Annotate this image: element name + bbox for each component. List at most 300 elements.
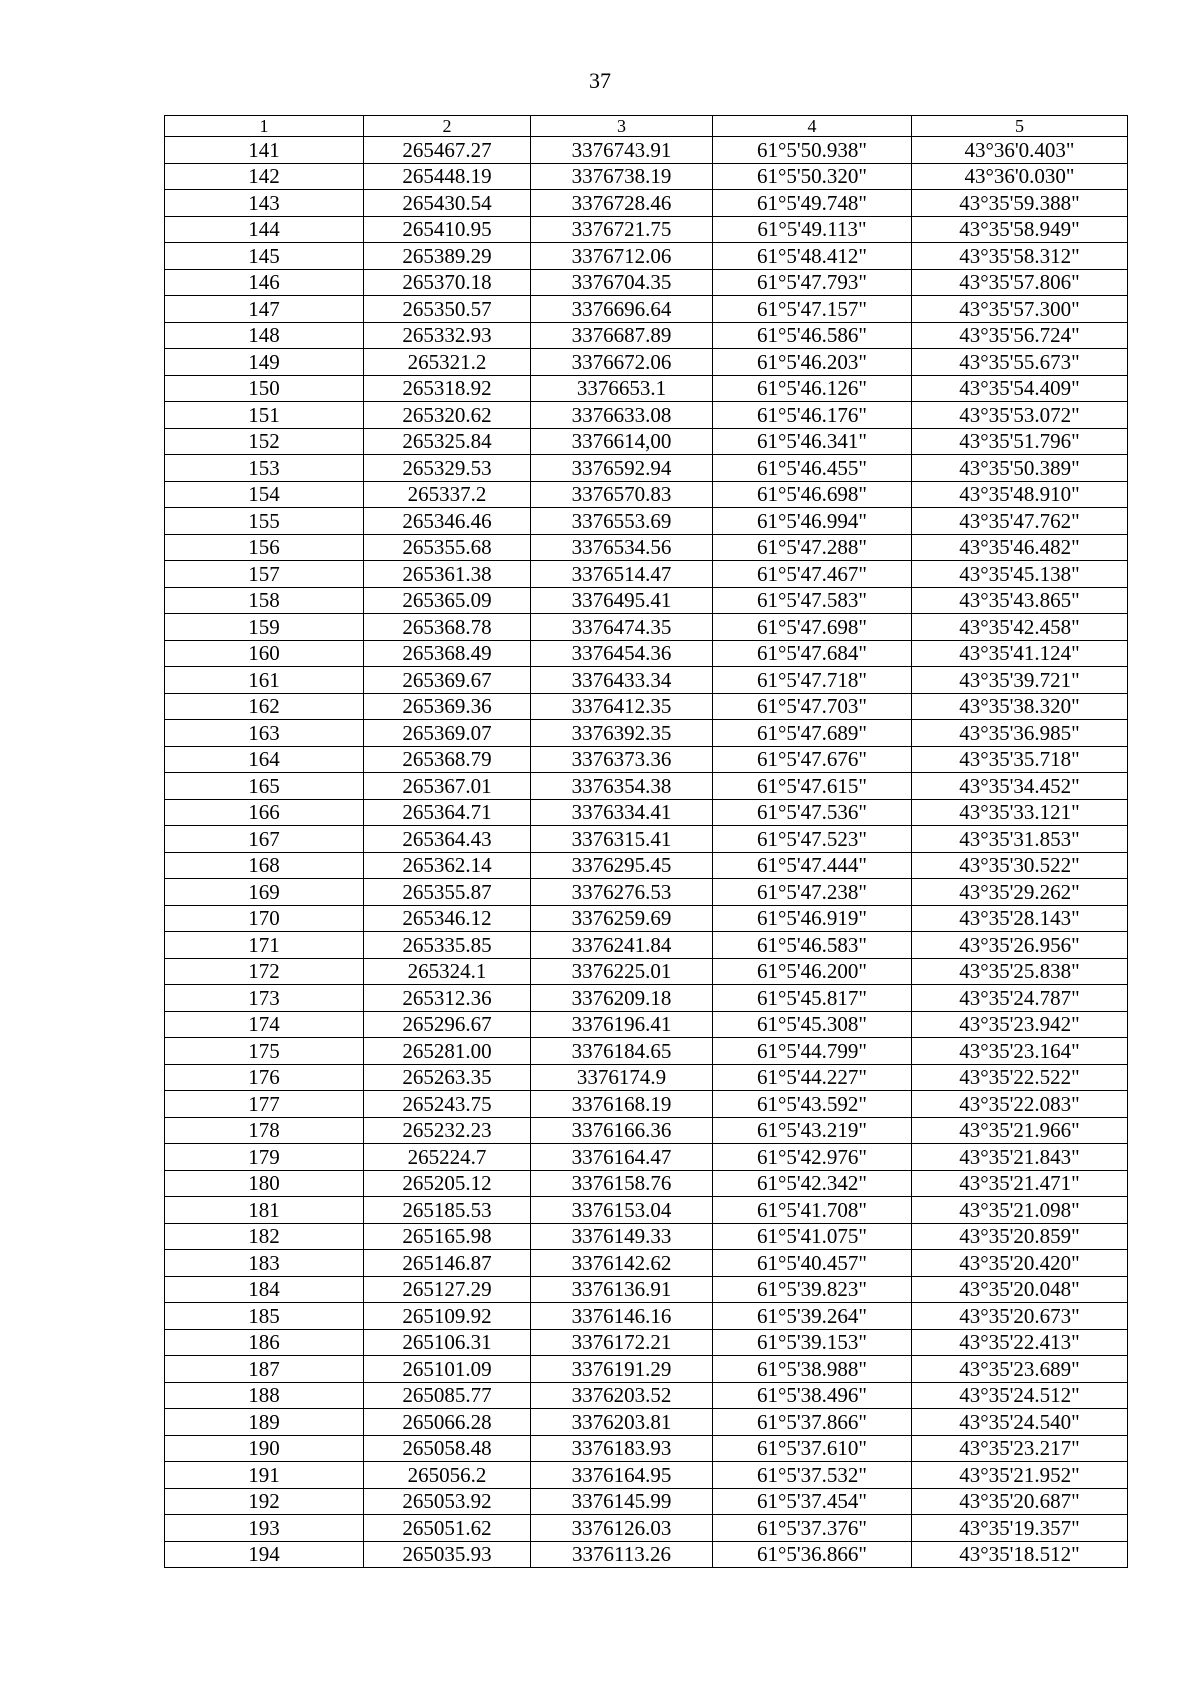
table-cell: 61°5'46.994": [713, 508, 912, 535]
table-cell: 61°5'43.219": [713, 1117, 912, 1144]
table-cell: 43°35'58.949": [912, 216, 1128, 243]
table-cell: 172: [165, 958, 364, 985]
table-row: [165, 1011, 1128, 1038]
table-cell: 189: [165, 1409, 364, 1436]
table-row: [165, 269, 1128, 296]
table-cell: 43°35'19.357": [912, 1515, 1128, 1542]
table-cell: 43°35'22.083": [912, 1091, 1128, 1118]
table-cell: 265369.36: [364, 693, 531, 720]
table-cell: 265224.7: [364, 1144, 531, 1171]
table-cell: 43°35'28.143": [912, 905, 1128, 932]
table-cell: 43°35'34.452": [912, 773, 1128, 800]
table-row: [165, 693, 1128, 720]
table-cell: 61°5'37.610": [713, 1435, 912, 1462]
table-row: [165, 720, 1128, 747]
table-row: [165, 1356, 1128, 1383]
table-cell: 3376142.62: [531, 1250, 713, 1277]
table-cell: 3376172.21: [531, 1329, 713, 1356]
table-cell: 61°5'50.320": [713, 163, 912, 190]
table-cell: 265364.71: [364, 799, 531, 826]
table-row: [165, 1250, 1128, 1277]
table-row: [165, 1382, 1128, 1409]
table-row: [165, 746, 1128, 773]
table-cell: 43°35'22.413": [912, 1329, 1128, 1356]
table-cell: 143: [165, 190, 364, 217]
table-row: [165, 614, 1128, 641]
table-cell: 43°35'59.388": [912, 190, 1128, 217]
table-cell: 163: [165, 720, 364, 747]
table-cell: 3376315.41: [531, 826, 713, 853]
table-cell: 265369.67: [364, 667, 531, 694]
table-cell: 61°5'47.444": [713, 852, 912, 879]
table-cell: 265056.2: [364, 1462, 531, 1489]
table-cell: 61°5'43.592": [713, 1091, 912, 1118]
table-cell: 3376191.29: [531, 1356, 713, 1383]
table-cell: 3376149.33: [531, 1223, 713, 1250]
table-row: [165, 1117, 1128, 1144]
table-cell: 168: [165, 852, 364, 879]
table-cell: 3376433.34: [531, 667, 713, 694]
table-cell: 3376209.18: [531, 985, 713, 1012]
table-cell: 161: [165, 667, 364, 694]
table-cell: 61°5'46.583": [713, 932, 912, 959]
table-row: [165, 1091, 1128, 1118]
table-cell: 265243.75: [364, 1091, 531, 1118]
table-cell: 183: [165, 1250, 364, 1277]
table-row: [165, 137, 1128, 164]
table-row: [165, 932, 1128, 959]
table-cell: 43°35'25.838": [912, 958, 1128, 985]
table-cell: 43°36'0.030": [912, 163, 1128, 190]
table-cell: 3376373.36: [531, 746, 713, 773]
table-cell: 146: [165, 269, 364, 296]
table-cell: 265058.48: [364, 1435, 531, 1462]
table-cell: 61°5'46.200": [713, 958, 912, 985]
table-cell: 180: [165, 1170, 364, 1197]
table-cell: 3376454.36: [531, 640, 713, 667]
table-row: [165, 879, 1128, 906]
table-cell: 43°35'21.471": [912, 1170, 1128, 1197]
table-cell: 43°35'39.721": [912, 667, 1128, 694]
table-cell: 170: [165, 905, 364, 932]
table-cell: 43°35'42.458": [912, 614, 1128, 641]
table-cell: 3376164.47: [531, 1144, 713, 1171]
table-cell: 43°35'50.389": [912, 455, 1128, 482]
table-cell: 265281.00: [364, 1038, 531, 1065]
table-cell: 3376276.53: [531, 879, 713, 906]
table-row: [165, 667, 1128, 694]
table-cell: 61°5'47.523": [713, 826, 912, 853]
table-cell: 61°5'47.793": [713, 269, 912, 296]
table-cell: 159: [165, 614, 364, 641]
table-cell: 265109.92: [364, 1303, 531, 1330]
table-cell: 61°5'46.126": [713, 375, 912, 402]
table-cell: 43°35'18.512": [912, 1541, 1128, 1568]
table-cell: 265051.62: [364, 1515, 531, 1542]
table-cell: 148: [165, 322, 364, 349]
table-cell: 43°35'56.724": [912, 322, 1128, 349]
table-cell: 192: [165, 1488, 364, 1515]
table-cell: 265430.54: [364, 190, 531, 217]
table-cell: 3376514.47: [531, 561, 713, 588]
table-row: [165, 402, 1128, 429]
table-cell: 265205.12: [364, 1170, 531, 1197]
table-cell: 147: [165, 296, 364, 323]
table-cell: 61°5'41.708": [713, 1197, 912, 1224]
table-row: [165, 1488, 1128, 1515]
table-header-row: [165, 116, 1128, 137]
table-cell: 3376174.9: [531, 1064, 713, 1091]
table-row: [165, 799, 1128, 826]
table-cell: 43°35'47.762": [912, 508, 1128, 535]
table-cell: 265368.49: [364, 640, 531, 667]
table-cell: 43°35'43.865": [912, 587, 1128, 614]
table-row: [165, 773, 1128, 800]
table-cell: 265364.43: [364, 826, 531, 853]
table-cell: 61°5'45.817": [713, 985, 912, 1012]
table-cell: 265066.28: [364, 1409, 531, 1436]
table-cell: 265324.1: [364, 958, 531, 985]
table-cell: 61°5'44.227": [713, 1064, 912, 1091]
table-cell: 43°35'31.853": [912, 826, 1128, 853]
table-row: [165, 349, 1128, 376]
table-cell: 265185.53: [364, 1197, 531, 1224]
table-cell: 61°5'42.976": [713, 1144, 912, 1171]
column-header: 4: [713, 116, 912, 137]
table-cell: 176: [165, 1064, 364, 1091]
table-cell: 61°5'47.684": [713, 640, 912, 667]
table-cell: 175: [165, 1038, 364, 1065]
table-cell: 265361.38: [364, 561, 531, 588]
table-cell: 43°35'41.124": [912, 640, 1128, 667]
table-row: [165, 1170, 1128, 1197]
table-cell: 182: [165, 1223, 364, 1250]
table-cell: 43°35'23.217": [912, 1435, 1128, 1462]
column-header: 2: [364, 116, 531, 137]
table-cell: 265337.2: [364, 481, 531, 508]
table-cell: 3376354.38: [531, 773, 713, 800]
table-cell: 171: [165, 932, 364, 959]
table-cell: 3376158.76: [531, 1170, 713, 1197]
table-cell: 61°5'39.264": [713, 1303, 912, 1330]
table-cell: 167: [165, 826, 364, 853]
table-cell: 43°35'38.320": [912, 693, 1128, 720]
table-cell: 158: [165, 587, 364, 614]
table-row: [165, 163, 1128, 190]
table-cell: 61°5'47.676": [713, 746, 912, 773]
table-cell: 265368.78: [364, 614, 531, 641]
table-row: [165, 322, 1128, 349]
table-row: [165, 1303, 1128, 1330]
table-cell: 156: [165, 534, 364, 561]
table-cell: 43°35'21.843": [912, 1144, 1128, 1171]
table-cell: 185: [165, 1303, 364, 1330]
table-cell: 61°5'47.536": [713, 799, 912, 826]
table-cell: 191: [165, 1462, 364, 1489]
table-cell: 3376259.69: [531, 905, 713, 932]
table-body: [165, 137, 1128, 1568]
table-cell: 265053.92: [364, 1488, 531, 1515]
table-cell: 141: [165, 137, 364, 164]
table-cell: 150: [165, 375, 364, 402]
table-cell: 43°35'46.482": [912, 534, 1128, 561]
table-cell: 61°5'47.467": [713, 561, 912, 588]
table-cell: 165: [165, 773, 364, 800]
table-cell: 3376126.03: [531, 1515, 713, 1542]
table-cell: 265368.79: [364, 746, 531, 773]
coordinates-table: [164, 115, 1128, 1568]
table-cell: 61°5'47.615": [713, 773, 912, 800]
table-cell: 265365.09: [364, 587, 531, 614]
table-cell: 265035.93: [364, 1541, 531, 1568]
table-cell: 3376184.65: [531, 1038, 713, 1065]
table-cell: 265448.19: [364, 163, 531, 190]
table-cell: 265146.87: [364, 1250, 531, 1277]
table-row: [165, 1541, 1128, 1568]
table-cell: 190: [165, 1435, 364, 1462]
table-cell: 43°35'21.952": [912, 1462, 1128, 1489]
table-row: [165, 455, 1128, 482]
table-cell: 3376592.94: [531, 455, 713, 482]
table-cell: 3376241.84: [531, 932, 713, 959]
table-cell: 160: [165, 640, 364, 667]
table-cell: 3376203.52: [531, 1382, 713, 1409]
table-cell: 3376672.06: [531, 349, 713, 376]
table-cell: 3376534.56: [531, 534, 713, 561]
table-row: [165, 1435, 1128, 1462]
table-cell: 188: [165, 1382, 364, 1409]
table-cell: 265369.07: [364, 720, 531, 747]
table-cell: 3376712.06: [531, 243, 713, 270]
table-cell: 153: [165, 455, 364, 482]
table-cell: 265165.98: [364, 1223, 531, 1250]
table-cell: 265389.29: [364, 243, 531, 270]
table-row: [165, 1144, 1128, 1171]
table-cell: 61°5'47.238": [713, 879, 912, 906]
table-cell: 265085.77: [364, 1382, 531, 1409]
table-cell: 166: [165, 799, 364, 826]
table-cell: 43°35'57.300": [912, 296, 1128, 323]
table-cell: 265346.46: [364, 508, 531, 535]
table-row: [165, 1329, 1128, 1356]
table-cell: 61°5'39.823": [713, 1276, 912, 1303]
table-cell: 43°35'21.098": [912, 1197, 1128, 1224]
table-cell: 265367.01: [364, 773, 531, 800]
table-cell: 43°35'23.689": [912, 1356, 1128, 1383]
table-cell: 181: [165, 1197, 364, 1224]
table-cell: 169: [165, 879, 364, 906]
table-cell: 3376687.89: [531, 322, 713, 349]
table-cell: 265332.93: [364, 322, 531, 349]
table-row: [165, 985, 1128, 1012]
table-cell: 61°5'37.866": [713, 1409, 912, 1436]
table-row: [165, 481, 1128, 508]
table-cell: 43°35'57.806": [912, 269, 1128, 296]
table-cell: 265335.85: [364, 932, 531, 959]
table-cell: 61°5'36.866": [713, 1541, 912, 1568]
table-cell: 3376721.75: [531, 216, 713, 243]
table-cell: 43°35'23.942": [912, 1011, 1128, 1038]
table-cell: 265350.57: [364, 296, 531, 323]
table-row: [165, 1462, 1128, 1489]
table-row: [165, 561, 1128, 588]
table-cell: 61°5'38.988": [713, 1356, 912, 1383]
table-cell: 3376153.04: [531, 1197, 713, 1224]
table-cell: 43°35'33.121": [912, 799, 1128, 826]
table-cell: 61°5'37.376": [713, 1515, 912, 1542]
table-cell: 265370.18: [364, 269, 531, 296]
table-cell: 179: [165, 1144, 364, 1171]
table-cell: 265318.92: [364, 375, 531, 402]
table-cell: 43°35'24.512": [912, 1382, 1128, 1409]
table-cell: 43°35'20.420": [912, 1250, 1128, 1277]
table-cell: 3376225.01: [531, 958, 713, 985]
table-cell: 43°35'54.409": [912, 375, 1128, 402]
table-cell: 3376743.91: [531, 137, 713, 164]
table-cell: 265362.14: [364, 852, 531, 879]
table-cell: 3376164.95: [531, 1462, 713, 1489]
table-cell: 3376145.99: [531, 1488, 713, 1515]
table-cell: 149: [165, 349, 364, 376]
table-cell: 61°5'46.919": [713, 905, 912, 932]
table-cell: 43°35'20.687": [912, 1488, 1128, 1515]
table-cell: 265325.84: [364, 428, 531, 455]
table-cell: 43°35'36.985": [912, 720, 1128, 747]
column-header: 3: [531, 116, 713, 137]
table-row: [165, 1223, 1128, 1250]
table-cell: 43°35'20.859": [912, 1223, 1128, 1250]
table-row: [165, 1197, 1128, 1224]
table-row: [165, 428, 1128, 455]
table-cell: 61°5'46.203": [713, 349, 912, 376]
table-cell: 145: [165, 243, 364, 270]
table-row: [165, 852, 1128, 879]
table-cell: 61°5'44.799": [713, 1038, 912, 1065]
table-cell: 178: [165, 1117, 364, 1144]
table-cell: 193: [165, 1515, 364, 1542]
table-cell: 265263.35: [364, 1064, 531, 1091]
table-row: [165, 587, 1128, 614]
table-cell: 43°35'24.787": [912, 985, 1128, 1012]
table-cell: 151: [165, 402, 364, 429]
table-cell: 3376183.93: [531, 1435, 713, 1462]
table-cell: 3376412.35: [531, 693, 713, 720]
table-cell: 61°5'42.342": [713, 1170, 912, 1197]
table-cell: 265355.87: [364, 879, 531, 906]
table-cell: 3376113.26: [531, 1541, 713, 1568]
column-header: 5: [912, 116, 1128, 137]
table-row: [165, 1038, 1128, 1065]
table-cell: 3376474.35: [531, 614, 713, 641]
table-cell: 3376728.46: [531, 190, 713, 217]
table-cell: 265106.31: [364, 1329, 531, 1356]
table-cell: 3376334.41: [531, 799, 713, 826]
table-cell: 43°35'26.956": [912, 932, 1128, 959]
table-cell: 265312.36: [364, 985, 531, 1012]
table-cell: 43°35'45.138": [912, 561, 1128, 588]
table-cell: 3376203.81: [531, 1409, 713, 1436]
table-cell: 61°5'49.748": [713, 190, 912, 217]
table-cell: 3376738.19: [531, 163, 713, 190]
table-cell: 3376196.41: [531, 1011, 713, 1038]
table-cell: 61°5'48.412": [713, 243, 912, 270]
table-cell: 61°5'46.176": [713, 402, 912, 429]
table-cell: 3376553.69: [531, 508, 713, 535]
table-cell: 43°35'58.312": [912, 243, 1128, 270]
table-cell: 173: [165, 985, 364, 1012]
table-cell: 155: [165, 508, 364, 535]
table-cell: 162: [165, 693, 364, 720]
table-cell: 265329.53: [364, 455, 531, 482]
table-row: [165, 534, 1128, 561]
table-cell: 61°5'50.938": [713, 137, 912, 164]
table-cell: 3376495.41: [531, 587, 713, 614]
table-cell: 61°5'46.455": [713, 455, 912, 482]
table-cell: 3376146.16: [531, 1303, 713, 1330]
table-cell: 61°5'45.308": [713, 1011, 912, 1038]
table-cell: 265127.29: [364, 1276, 531, 1303]
table-cell: 184: [165, 1276, 364, 1303]
table-cell: 265346.12: [364, 905, 531, 932]
table-row: [165, 905, 1128, 932]
table-cell: 61°5'47.689": [713, 720, 912, 747]
table-cell: 265232.23: [364, 1117, 531, 1144]
table-cell: 61°5'47.288": [713, 534, 912, 561]
table-cell: 61°5'40.457": [713, 1250, 912, 1277]
table-cell: 177: [165, 1091, 364, 1118]
table-cell: 144: [165, 216, 364, 243]
table-row: [165, 190, 1128, 217]
table-cell: 265321.2: [364, 349, 531, 376]
table-cell: 43°35'30.522": [912, 852, 1128, 879]
table-cell: 61°5'37.454": [713, 1488, 912, 1515]
table-cell: 186: [165, 1329, 364, 1356]
table-cell: 3376295.45: [531, 852, 713, 879]
table-cell: 265101.09: [364, 1356, 531, 1383]
table-cell: 3376633.08: [531, 402, 713, 429]
table-row: [165, 958, 1128, 985]
table-cell: 174: [165, 1011, 364, 1038]
table-cell: 43°35'29.262": [912, 879, 1128, 906]
table-cell: 3376570.83: [531, 481, 713, 508]
table-cell: 265410.95: [364, 216, 531, 243]
table-cell: 43°35'24.540": [912, 1409, 1128, 1436]
table-cell: 43°35'21.966": [912, 1117, 1128, 1144]
table-cell: 61°5'49.113": [713, 216, 912, 243]
table-cell: 43°35'20.048": [912, 1276, 1128, 1303]
table-cell: 164: [165, 746, 364, 773]
table-cell: 3376696.64: [531, 296, 713, 323]
column-header: 1: [165, 116, 364, 137]
table-cell: 43°36'0.403": [912, 137, 1128, 164]
table-row: [165, 508, 1128, 535]
table-row: [165, 1409, 1128, 1436]
table-cell: 43°35'22.522": [912, 1064, 1128, 1091]
table-cell: 3376166.36: [531, 1117, 713, 1144]
table-cell: 3376136.91: [531, 1276, 713, 1303]
table-cell: 43°35'20.673": [912, 1303, 1128, 1330]
table-row: [165, 1515, 1128, 1542]
table-cell: 3376392.35: [531, 720, 713, 747]
table-cell: 61°5'47.703": [713, 693, 912, 720]
table-cell: 61°5'41.075": [713, 1223, 912, 1250]
table-cell: 3376704.35: [531, 269, 713, 296]
table-cell: 61°5'46.586": [713, 322, 912, 349]
table-cell: 61°5'38.496": [713, 1382, 912, 1409]
table-row: [165, 640, 1128, 667]
table-cell: 43°35'51.796": [912, 428, 1128, 455]
table-cell: 265467.27: [364, 137, 531, 164]
